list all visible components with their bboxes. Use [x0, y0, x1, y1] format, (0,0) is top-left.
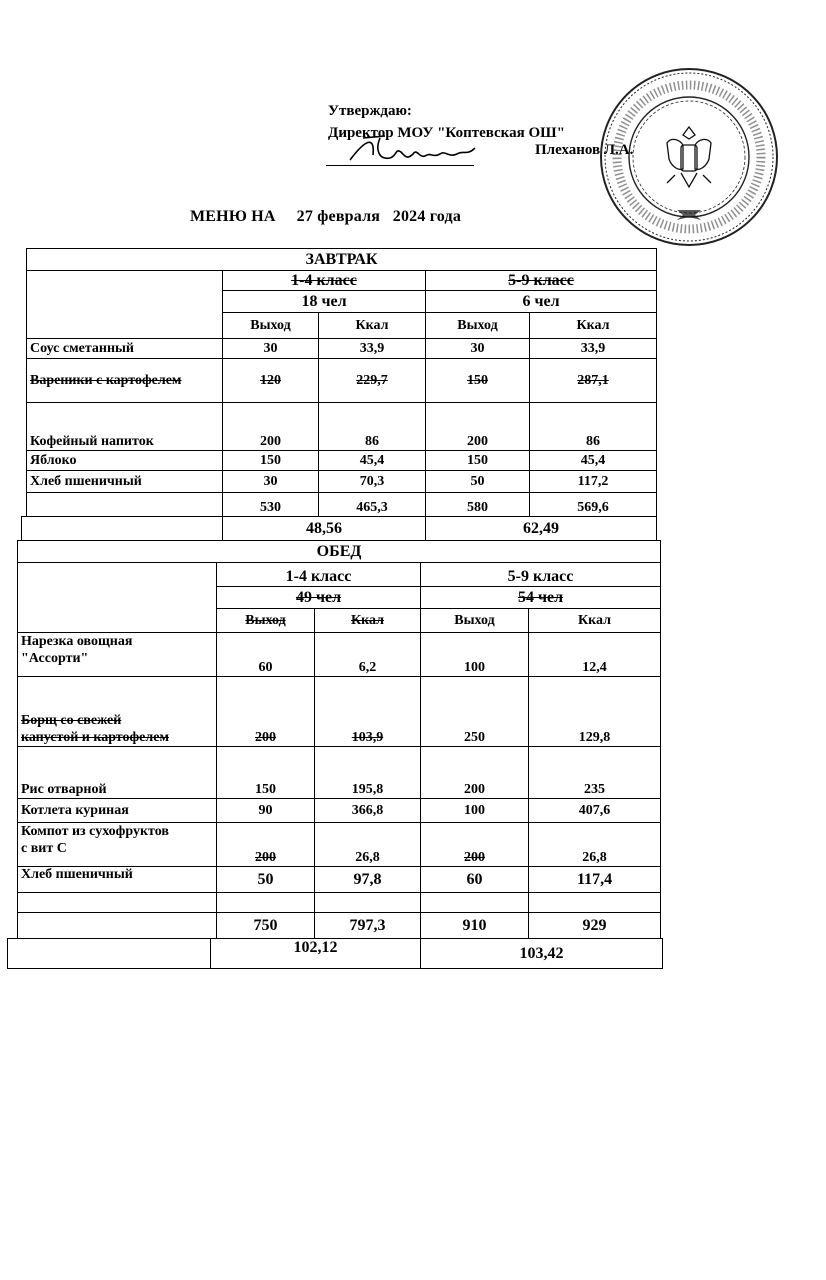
dish-kcal: 86	[319, 403, 426, 451]
breakfast-group1-count: 18 чел	[223, 291, 426, 313]
dish-kcal: 45,4	[530, 451, 657, 471]
dish-name: Хлеб пшеничный	[27, 471, 223, 493]
dish-kcal: 103,9	[315, 677, 421, 747]
dish-kcal: 45,4	[319, 451, 426, 471]
dish-kcal: 12,4	[529, 633, 661, 677]
dish-name: Котлета куриная	[18, 799, 217, 823]
cost-label-cell	[22, 517, 223, 541]
dish-out: 30	[223, 339, 319, 359]
dish-name: Вареники с картофелем	[27, 359, 223, 403]
dish-name: Соус сметанный	[27, 339, 223, 359]
table-row	[27, 359, 657, 403]
dish-kcal: 229,7	[319, 359, 426, 403]
dish-kcal: 86	[530, 403, 657, 451]
breakfast-group1-label: 1-4 класс	[223, 271, 426, 291]
lunch-group1-label: 1-4 класс	[217, 563, 421, 587]
dish-name-line1: Компот из сухофруктов	[21, 824, 169, 839]
approval-position: Директор МОУ "Коптевская ОШ"	[328, 125, 565, 141]
empty-cell	[18, 893, 217, 913]
dish-out: 100	[421, 799, 529, 823]
director-name: Плеханов Л.А.	[535, 142, 634, 158]
dish-name	[18, 823, 217, 867]
dish-out: 60	[421, 867, 529, 893]
dish-out: 60	[217, 633, 315, 677]
breakfast-col-out-1: Выход	[223, 313, 319, 339]
total-kcal: 929	[529, 913, 661, 939]
total-kcal: 797,3	[315, 913, 421, 939]
dish-out: 120	[223, 359, 319, 403]
lunch-col-out-2: Выход	[421, 609, 529, 633]
dish-out: 150	[223, 451, 319, 471]
lunch-group1-count: 49 чел	[217, 587, 421, 609]
breakfast-cost-g2: 62,49	[426, 517, 657, 541]
dish-out: 200	[217, 677, 315, 747]
lunch-col-kcal-2: Ккал	[529, 609, 661, 633]
dish-name-line1: Борщ со свежей	[21, 713, 122, 728]
dish-out: 150	[426, 451, 530, 471]
table-row	[27, 339, 657, 359]
dish-out: 150	[217, 747, 315, 799]
breakfast-table	[26, 248, 657, 517]
lunch-group2-label: 5-9 класс	[421, 563, 661, 587]
dish-out: 200	[421, 823, 529, 867]
dish-name: Рис отварной	[18, 747, 217, 799]
total-out: 910	[421, 913, 529, 939]
dish-kcal: 33,9	[319, 339, 426, 359]
breakfast-corner-cell	[27, 271, 223, 339]
approval-label: Утверждаю:	[328, 103, 412, 119]
dish-kcal: 287,1	[530, 359, 657, 403]
lunch-col-kcal-1: Ккал	[315, 609, 421, 633]
dish-kcal: 407,6	[529, 799, 661, 823]
signature-line	[326, 165, 474, 166]
official-round-seal-icon	[597, 65, 782, 250]
dish-kcal: 97,8	[315, 867, 421, 893]
dish-kcal: 6,2	[315, 633, 421, 677]
cost-label-cell	[8, 939, 211, 969]
empty-cell	[421, 893, 529, 913]
table-row	[18, 799, 661, 823]
empty-row	[18, 893, 661, 913]
dish-name-line2: капустой и картофелем	[21, 730, 169, 745]
empty-cell	[529, 893, 661, 913]
table-row	[27, 471, 657, 493]
handwritten-signature-icon	[345, 130, 480, 170]
breakfast-col-out-2: Выход	[426, 313, 530, 339]
dish-out: 200	[426, 403, 530, 451]
lunch-cost-g1: 102,12	[211, 939, 421, 969]
menu-title-prefix: МЕНЮ НА	[190, 208, 276, 225]
dish-name-line2: "Ассорти"	[21, 651, 89, 666]
table-row	[18, 747, 661, 799]
breakfast-group2-count: 6 чел	[426, 291, 657, 313]
dish-kcal: 366,8	[315, 799, 421, 823]
lunch-table	[17, 540, 661, 939]
dish-kcal: 235	[529, 747, 661, 799]
empty-cell	[217, 893, 315, 913]
lunch-col-out-1: Выход	[217, 609, 315, 633]
total-out: 750	[217, 913, 315, 939]
dish-name: Яблоко	[27, 451, 223, 471]
dish-out: 30	[223, 471, 319, 493]
lunch-cost-table	[7, 938, 663, 969]
total-kcal: 569,6	[530, 493, 657, 517]
dish-kcal: 26,8	[315, 823, 421, 867]
table-row	[18, 867, 661, 893]
breakfast-group2-label: 5-9 класс	[426, 271, 657, 291]
lunch-corner-cell	[18, 563, 217, 633]
dish-out: 150	[426, 359, 530, 403]
table-row	[27, 403, 657, 451]
table-row	[18, 823, 661, 867]
dish-kcal: 117,4	[529, 867, 661, 893]
lunch-cost-g2: 103,42	[421, 939, 663, 969]
dish-out: 200	[223, 403, 319, 451]
table-row	[18, 633, 661, 677]
breakfast-header: ЗАВТРАК	[27, 249, 657, 271]
dish-out: 100	[421, 633, 529, 677]
empty-cell	[315, 893, 421, 913]
dish-name-line2: с вит С	[21, 841, 67, 856]
dish-name-line1: Нарезка овощная	[21, 634, 133, 649]
total-out: 530	[223, 493, 319, 517]
total-kcal: 465,3	[319, 493, 426, 517]
dish-name: Кофейный напиток	[27, 403, 223, 451]
dish-out: 90	[217, 799, 315, 823]
totals-label-cell	[27, 493, 223, 517]
breakfast-col-kcal-1: Ккал	[319, 313, 426, 339]
dish-kcal: 70,3	[319, 471, 426, 493]
dish-out: 30	[426, 339, 530, 359]
dish-name: Хлеб пшеничный	[18, 867, 217, 893]
dish-name	[18, 633, 217, 677]
breakfast-col-kcal-2: Ккал	[530, 313, 657, 339]
menu-title-date: 27 февраля 2024 года	[296, 208, 462, 225]
total-out: 580	[426, 493, 530, 517]
lunch-totals-row	[18, 913, 661, 939]
dish-out: 200	[217, 823, 315, 867]
table-row	[18, 677, 661, 747]
dish-kcal: 26,8	[529, 823, 661, 867]
menu-title	[190, 208, 461, 226]
table-row	[27, 451, 657, 471]
breakfast-cost-g1: 48,56	[223, 517, 426, 541]
dish-out: 200	[421, 747, 529, 799]
dish-out: 50	[217, 867, 315, 893]
dish-name	[18, 677, 217, 747]
breakfast-cost-table	[21, 516, 657, 541]
dish-kcal: 195,8	[315, 747, 421, 799]
lunch-header: ОБЕД	[18, 541, 661, 563]
dish-out: 250	[421, 677, 529, 747]
dish-kcal: 129,8	[529, 677, 661, 747]
dish-out: 50	[426, 471, 530, 493]
dish-kcal: 33,9	[530, 339, 657, 359]
lunch-group2-count: 54 чел	[421, 587, 661, 609]
totals-label-cell	[18, 913, 217, 939]
dish-kcal: 117,2	[530, 471, 657, 493]
breakfast-totals-row	[27, 493, 657, 517]
